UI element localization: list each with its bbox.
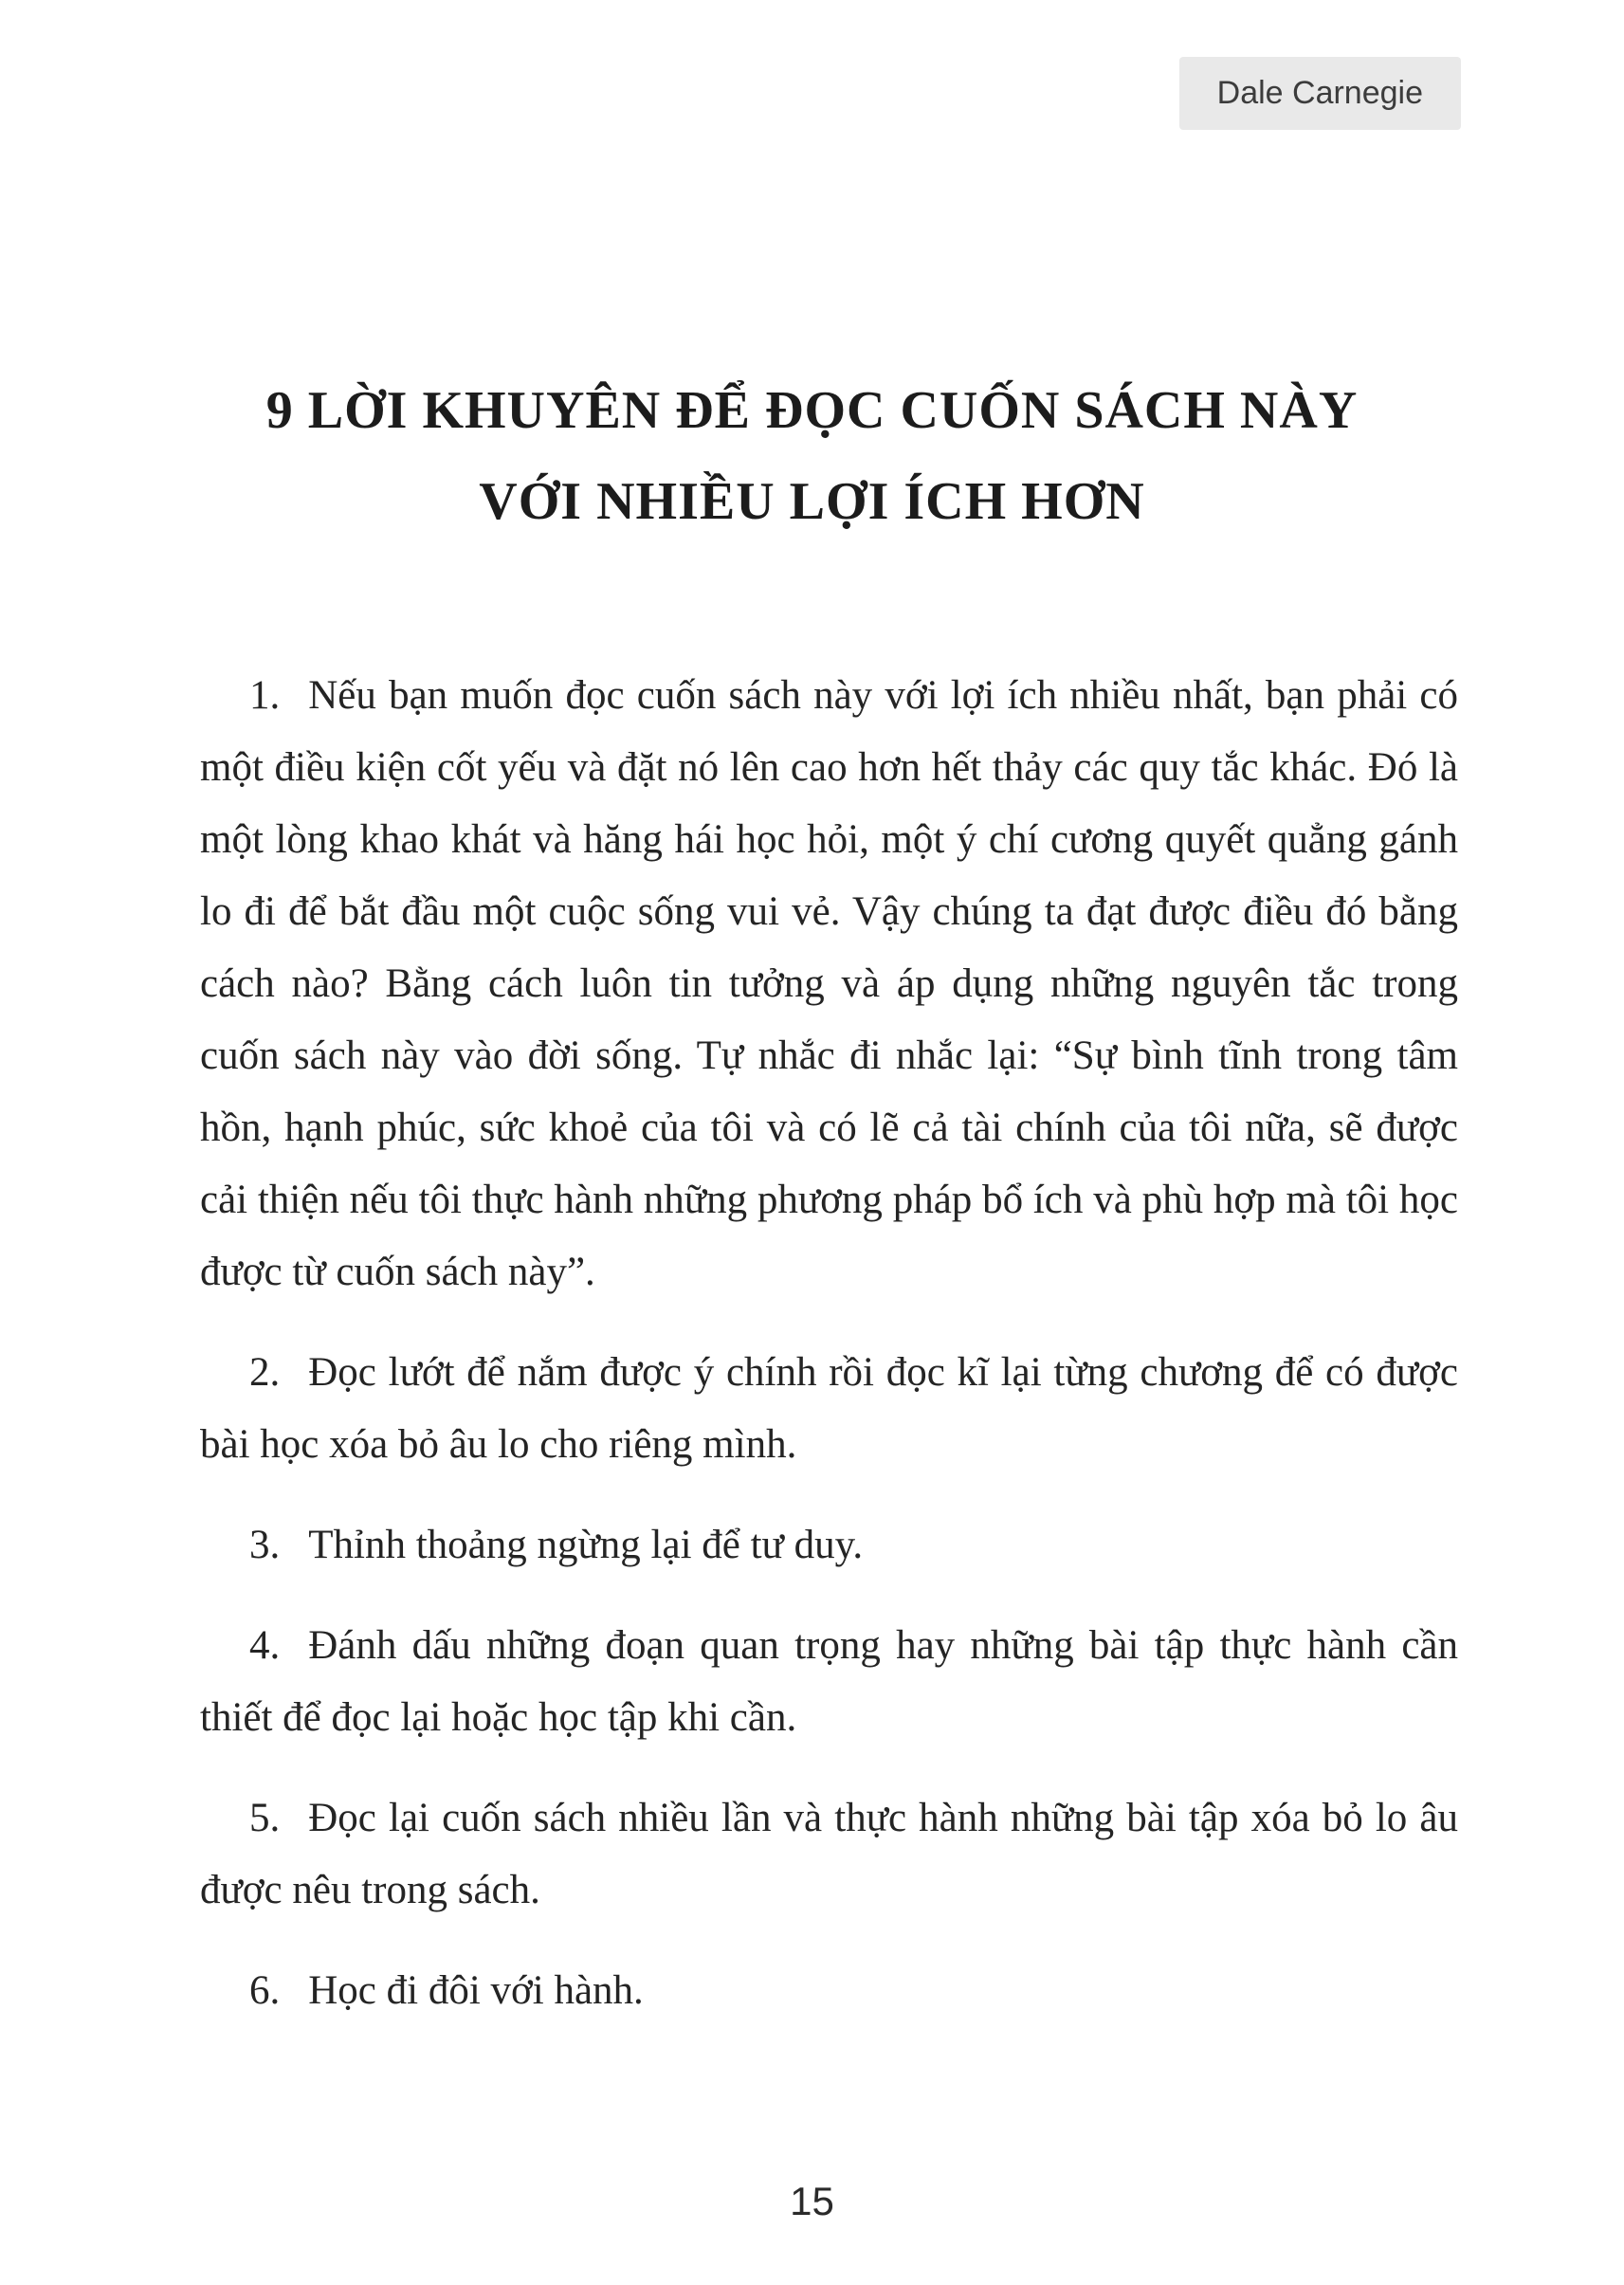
paragraph-6-text: Học đi đôi với hành. — [308, 1967, 644, 2013]
paragraph-4-text: Đánh dấu những đoạn quan trọng hay những bài tập thực hành cần thiết để đọc lại hoặc học tập khi cần. — [200, 1622, 1458, 1740]
chapter-title-line-2: VỚI NHIỀU LỢI ÍCH HƠN — [479, 472, 1145, 532]
paragraph-2-text: Đọc lướt để nắm được ý chính rồi đọc kĩ lại từng chương để có được bài học xóa bỏ âu lo cho riêng mình. — [200, 1349, 1458, 1467]
paragraph-3-text: Thỉnh thoảng ngừng lại để tư duy. — [308, 1522, 864, 1567]
paragraph-5 — [200, 1782, 1458, 1927]
paragraph-3-number: 3. — [249, 1522, 281, 1567]
paragraph-2 — [200, 1337, 1458, 1481]
paragraph-1-text: Nếu bạn muốn đọc cuốn sách này với lợi ích nhiều nhất, bạn phải có một điều kiện cốt yếu và đặt nó lên cao hơn hết thảy các quy tắc khác. Đó là một lòng khao khát và hăng hái học hỏi, một ý chí cương quyết quẳng gánh lo đi để bắt đầu một cuộc sống vui vẻ. Vậy chúng ta đạt được điều đó bằng cách nào? Bằng cách luôn tin tưởng và áp dụng những nguyên tắc trong cuốn sách này vào đời sống. Tự nhắc đi nhắc lại: “Sự bình tĩnh trong tâm hồn, hạnh phúc, sức khoẻ của tôi và có lẽ cả tài chính của tôi nữa, sẽ được cải thiện nếu tôi thực hành những phương pháp bổ ích và phù hợp mà tôi học được từ cuốn sách này”. — [200, 672, 1458, 1294]
chapter-title-line-1: 9 LỜI KHUYÊN ĐỂ ĐỌC CUỐN SÁCH NÀY — [265, 381, 1359, 440]
paragraph-2-number: 2. — [249, 1349, 281, 1395]
paragraph-6 — [200, 1955, 1458, 2027]
paragraph-3 — [200, 1509, 1458, 1581]
paragraph-6-number: 6. — [249, 1967, 281, 2013]
paragraph-5-text: Đọc lại cuốn sách nhiều lần và thực hành những bài tập xóa bỏ lo âu được nêu trong sách. — [200, 1795, 1458, 1912]
author-header-badge: Dale Carnegie — [1179, 57, 1461, 130]
paragraph-5-number: 5. — [249, 1795, 281, 1840]
page-number: 15 — [790, 2179, 834, 2223]
paragraph-4-number: 4. — [249, 1622, 281, 1668]
paragraph-1-number: 1. — [249, 672, 281, 718]
paragraph-4 — [200, 1610, 1458, 1754]
body-content — [200, 660, 1458, 2027]
paragraph-1 — [200, 660, 1458, 1308]
